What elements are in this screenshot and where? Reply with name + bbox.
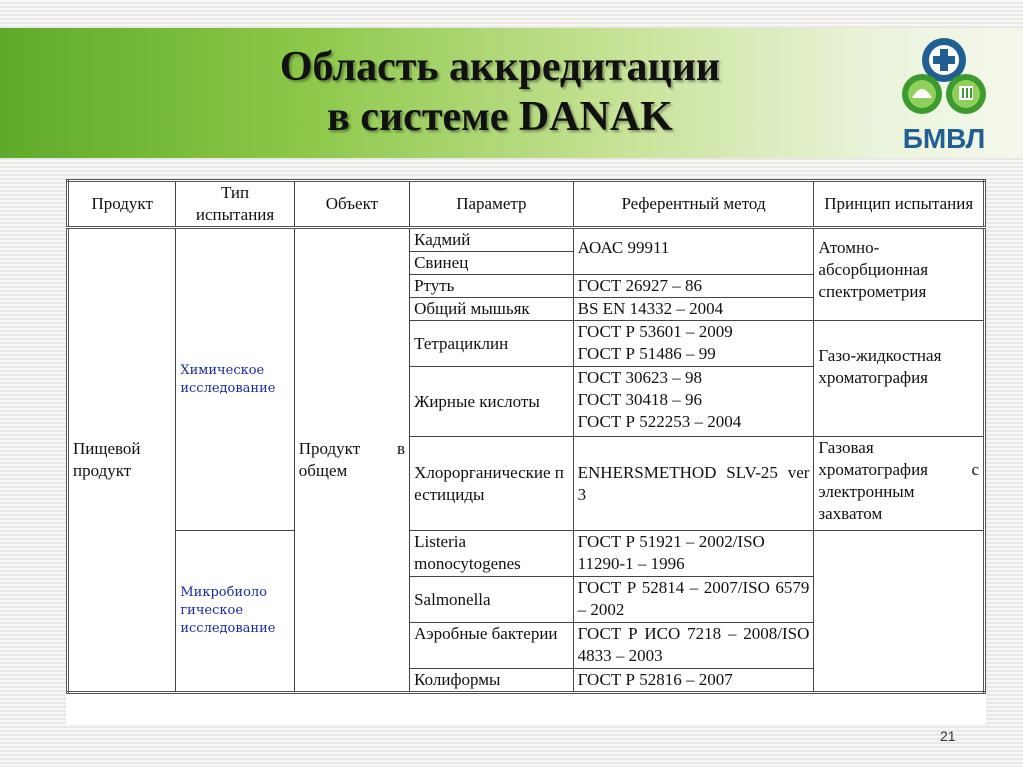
principle-atomic: Атомно-абсорбционная спектрометрия bbox=[814, 228, 985, 321]
product-cell: Пищевой продукт bbox=[68, 228, 176, 693]
method-salmonella: ГОСТ Р 52814 – 2007/ISO 6579 – 2002 bbox=[573, 577, 814, 623]
title-line-1: Область аккредитации bbox=[279, 44, 721, 90]
param-cadmium: Кадмий bbox=[410, 228, 574, 252]
principle-gas-ecd: Газовая хроматография с электронным захватом bbox=[814, 437, 985, 531]
micro-type-cell: Микробиоло гическое исследование bbox=[176, 531, 294, 693]
table-row bbox=[68, 531, 985, 577]
param-fatty-acids: Жирные кислоты bbox=[410, 367, 574, 437]
accreditation-table bbox=[66, 179, 986, 694]
param-pesticides: Хлорорганические пестициды bbox=[410, 437, 574, 531]
method-pesticides: ENHERSMETHOD SLV-25 ver 3 bbox=[573, 437, 814, 531]
table-row bbox=[68, 228, 985, 252]
method-fatty-1: ГОСТ 30623 – 98 bbox=[577, 368, 702, 387]
param-tetracycline: Тетрациклин bbox=[410, 321, 574, 367]
param-lead: Свинец bbox=[410, 252, 574, 275]
param-listeria: Listeria monocytogenes bbox=[410, 531, 574, 577]
slide-title bbox=[150, 42, 850, 142]
param-aerobic: Аэробные бактерии bbox=[410, 623, 574, 669]
method-tetracycline bbox=[573, 321, 814, 367]
method-fatty-2: ГОСТ 30418 – 96 bbox=[577, 390, 702, 409]
method-arsenic: BS EN 14332 – 2004 bbox=[573, 298, 814, 321]
header-object: Объект bbox=[294, 181, 409, 228]
method-mercury: ГОСТ 26927 – 86 bbox=[573, 275, 814, 298]
page-number: 21 bbox=[940, 728, 956, 744]
method-aoac: АОАС 99911 bbox=[573, 228, 814, 275]
header-test-principle: Принцип испытания bbox=[814, 181, 985, 228]
method-coliforms: ГОСТ Р 52816 – 2007 bbox=[573, 669, 814, 693]
method-listeria: ГОСТ Р 51921 – 2002/ISO 11290-1 – 1996 bbox=[573, 531, 814, 577]
header-product: Продукт bbox=[68, 181, 176, 228]
header-test-type: Тип испытания bbox=[176, 181, 294, 228]
param-coliforms: Колиформы bbox=[410, 669, 574, 693]
param-arsenic: Общий мышьяк bbox=[410, 298, 574, 321]
chemical-type-cell: Химическое исследование bbox=[176, 228, 294, 531]
method-tetracycline-2: ГОСТ Р 51486 – 99 bbox=[577, 344, 716, 363]
method-tetracycline-1: ГОСТ Р 53601 – 2009 bbox=[577, 322, 733, 341]
param-salmonella: Salmonella bbox=[410, 577, 574, 623]
principle-empty bbox=[814, 531, 985, 693]
header-row bbox=[68, 181, 985, 228]
method-fatty-acids bbox=[573, 367, 814, 437]
title-line-2: в системе DANAK bbox=[327, 94, 673, 140]
method-aerobic: ГОСТ Р ИСО 7218 – 2008/ISO 4833 – 2003 bbox=[573, 623, 814, 669]
param-mercury: Ртуть bbox=[410, 275, 574, 298]
header-parameter: Параметр bbox=[410, 181, 574, 228]
header-reference-method: Референтный метод bbox=[573, 181, 814, 228]
principle-gas-liquid: Газо-жидкостная хроматография bbox=[814, 321, 985, 437]
logo-text: БМВЛ bbox=[902, 123, 986, 154]
method-fatty-3: ГОСТ Р 522253 – 2004 bbox=[577, 412, 742, 431]
object-cell: Продукт в общем bbox=[294, 228, 409, 693]
bmvl-logo bbox=[896, 36, 992, 156]
